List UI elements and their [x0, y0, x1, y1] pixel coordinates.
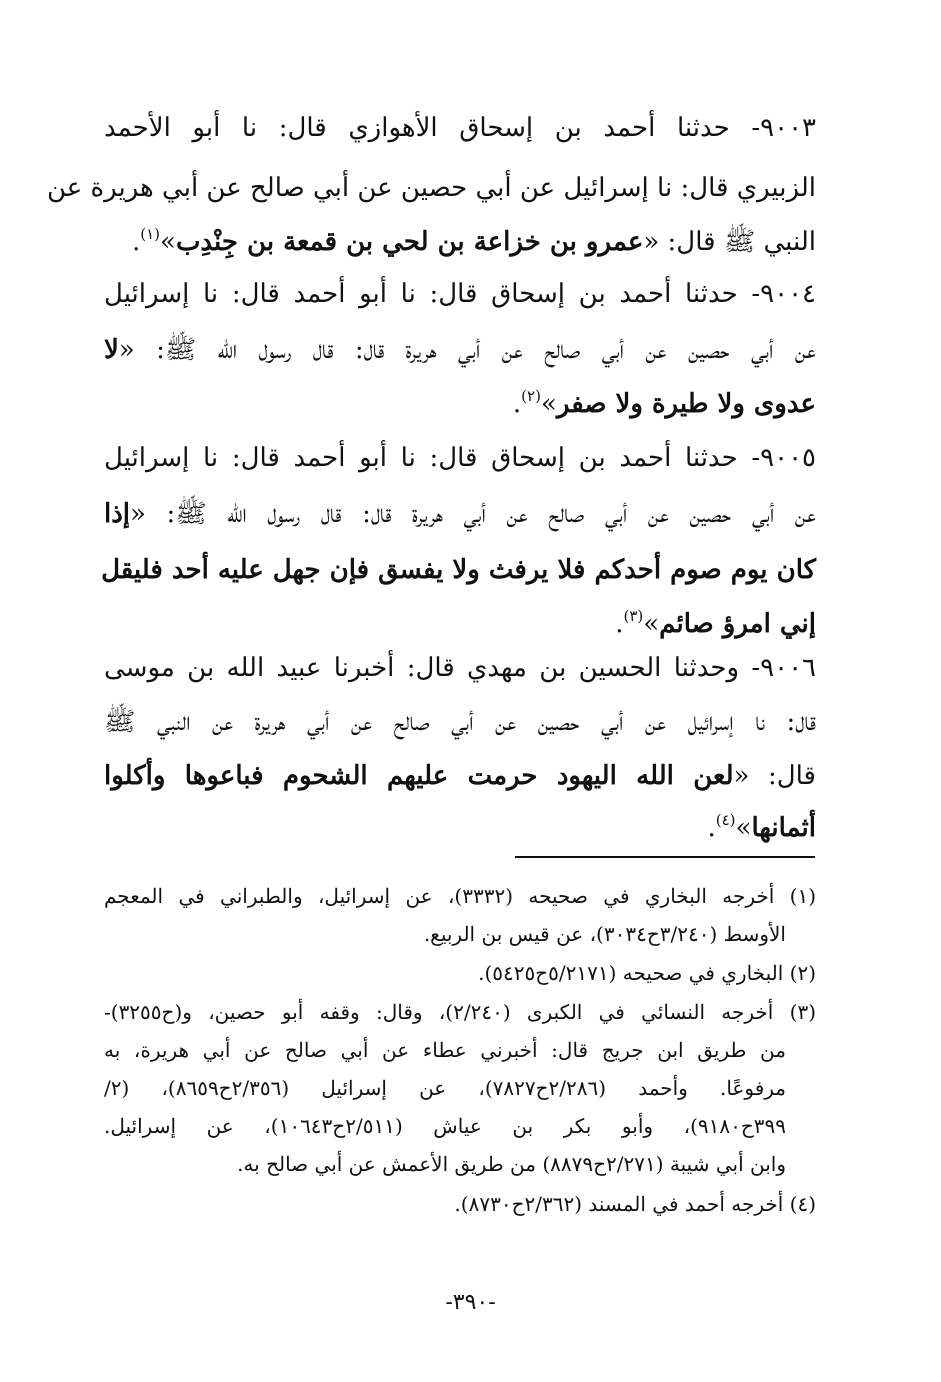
hadith-matn: لا: [104, 335, 119, 365]
text-run: قال: «: [733, 761, 816, 791]
text-run: .: [707, 813, 716, 843]
text-run: »: [160, 227, 176, 257]
text-line: [101, 542, 816, 598]
text-line: [104, 100, 816, 156]
hadith-matn: إني امرؤ صائم: [659, 609, 816, 639]
text-run: ٩٠٠٥- حدثنا أحمد بن إسحاق قال: نا أبو أحمد قال: نا إسرائيل: [104, 443, 816, 473]
footnote-separator: [515, 856, 815, 858]
text-run: .: [615, 609, 624, 639]
text-run: النبي ﷺ قال: «: [643, 227, 816, 257]
footnote-ref: (٢): [521, 387, 541, 405]
footnote-line: الأوسط (٣/٢٤٠ح٣٠٣٤)، عن قيس بن الربيع.: [423, 922, 786, 946]
footnote-line: (١) أخرجه البخاري في صحيحه (٣٣٣٢)، عن إسرائيل، والطبراني في المعجم: [104, 884, 817, 908]
hadith-matn: لعن الله اليهود حرمت عليهم الشحوم فباعوها وأكلوا: [104, 761, 734, 791]
text-run: .: [131, 227, 141, 257]
text-line: [104, 640, 816, 696]
text-line: [104, 266, 816, 322]
text-run: قال: نا إسرائيل عن أبي حصين عن أبي صالح عن أبي هريرة عن النبي ﷺ: [104, 707, 816, 737]
text-line: [104, 430, 816, 486]
text-line: [46, 160, 816, 216]
text-run: عن أبي حصين عن أبي صالح عن أبي هريرة قال: قال رسول الله ﷺ: «: [130, 499, 816, 529]
hadith-matn: إذا: [104, 499, 131, 529]
text-run: الزبيري قال: نا إسرائيل عن أبي حصين عن أبي صالح عن أبي هريرة عن: [46, 173, 816, 203]
hadith-matn: كان يوم صوم أحدكم فلا يرفث ولا يفسق فإن جهل عليه أحد فليقل: [101, 555, 816, 585]
footnote-line: وابن أبي شيبة (٢/٢٧١ح٨٨٧٩) من طريق الأعمش عن أبي صالح به.: [237, 1152, 786, 1176]
text-line: [104, 214, 816, 270]
text-run: ٩٠٠٦- وحدثنا الحسين بن مهدي قال: أخبرنا عبيد الله بن موسى: [104, 653, 816, 683]
footnote-ref: (٤): [715, 811, 736, 829]
text-line: [104, 322, 816, 378]
text-line: [104, 748, 816, 804]
footnote-line: من طريق ابن جريج قال: أخبرني عطاء عن أبي صالح عن أبي هريرة، به: [104, 1038, 786, 1062]
page-number: -٣٩٠-: [445, 1290, 496, 1315]
footnote-line: (٢) البخاري في صحيحه (٥/٢١٧١ح٥٤٢٥).: [478, 961, 816, 985]
text-run: .: [512, 389, 522, 419]
text-line: [104, 800, 816, 856]
hadith-matn: عمرو بن خزاعة بن لحي بن قمعة بن جِنْدِب: [175, 227, 644, 257]
text-run: »: [735, 813, 752, 843]
footnote-line: ٣٩٩ح٩١٨٠)، وأبو بكر بن عياش (٢/٥١١ح١٠٦٤٣)، عن إسرائيل.: [104, 1114, 786, 1138]
footnote-line: (٤) أخرجه أحمد في المسند (٢/٣٦٢ح٨٧٣٠).: [454, 1192, 816, 1216]
hadith-matn: أثمانها: [751, 813, 816, 843]
footnote-line: مرفوعًا. وأحمد (٢/٢٨٦ح٧٨٢٧)، عن إسرائيل (٢/٣٥٦ح٨٦٥٩)، (٢/: [104, 1076, 787, 1100]
footnote-ref: (١): [140, 225, 161, 243]
text-run: »: [540, 389, 557, 419]
footnote-line: (٣) أخرجه النسائي في الكبرى (٢/٢٤٠)، وقال: وقفه أبو حصين، و(ح٣٢٥٥)-: [104, 1000, 816, 1024]
text-line: [104, 376, 816, 432]
text-run: ٩٠٠٤- حدثنا أحمد بن إسحاق قال: نا أبو أحمد قال: نا إسرائيل: [104, 279, 816, 309]
text-line: [104, 486, 816, 542]
text-run: ٩٠٠٣- حدثنا أحمد بن إسحاق الأهوازي قال: نا أبو الأحمد: [104, 113, 816, 143]
footnote-ref: (٣): [623, 607, 644, 625]
hadith-matn: عدوى ولا طيرة ولا صفر: [556, 389, 816, 419]
text-run: »: [643, 609, 660, 639]
text-run: عن أبي حصين عن أبي صالح عن أبي هريرة قال: قال رسول الله ﷺ: «: [118, 335, 816, 365]
text-line: [104, 694, 816, 750]
